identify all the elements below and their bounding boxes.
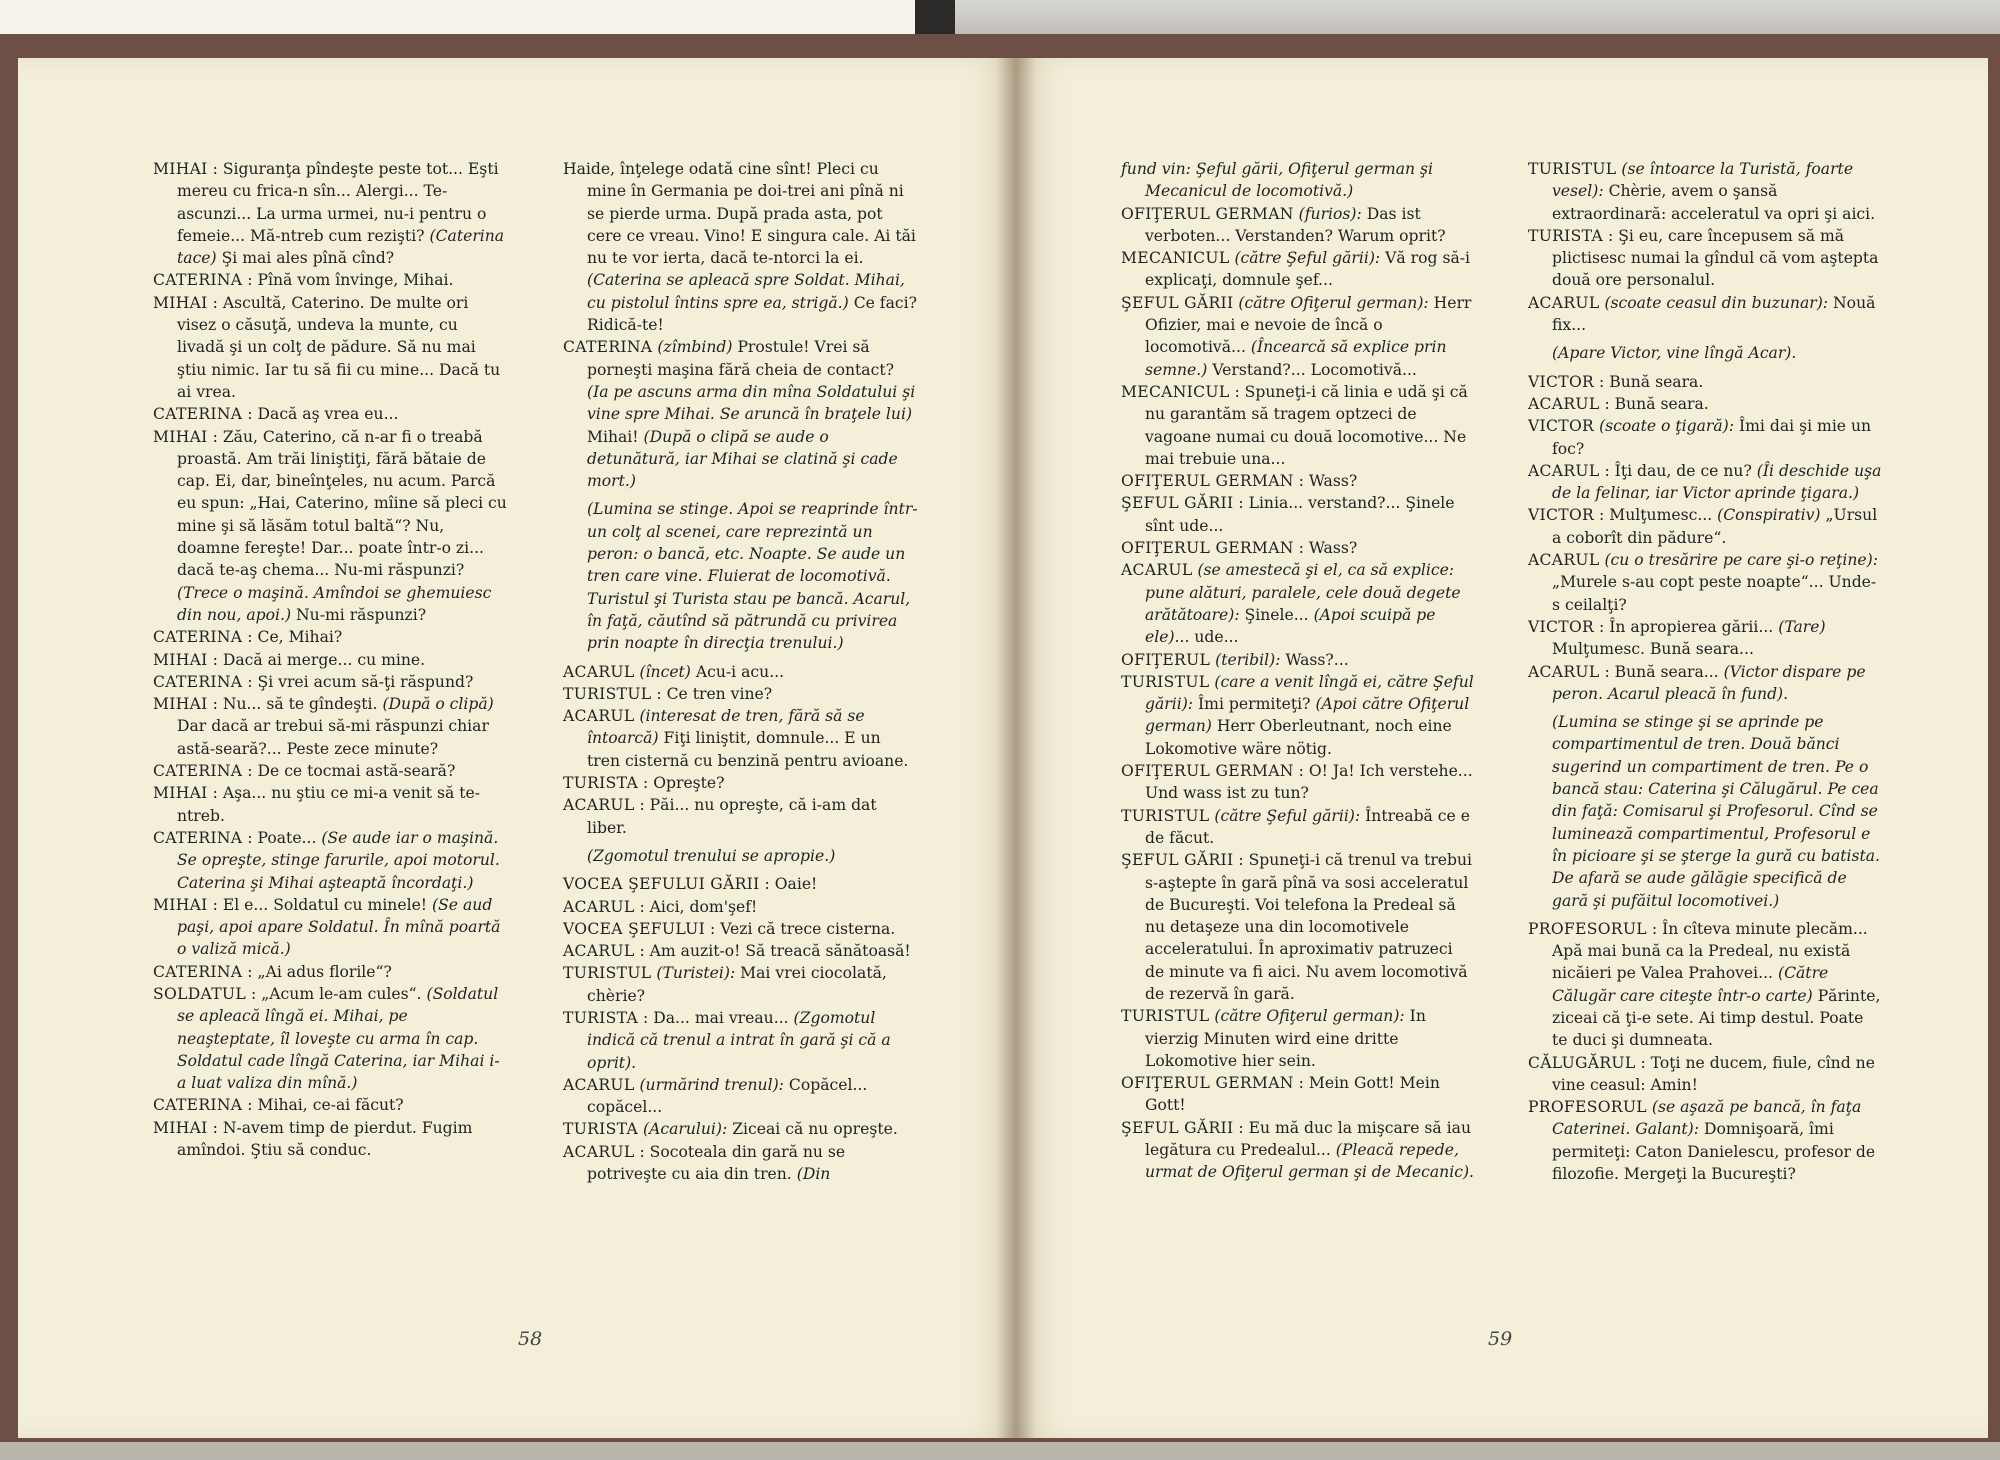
stage-direction-inline: (Acarului): <box>643 1120 728 1139</box>
speaker-name: PROFESORUL <box>1528 919 1647 938</box>
stage-direction-inline: (Se aud paşi, apoi apare Soldatul. În mînă poartă o valiză mică.) <box>177 895 501 959</box>
dialogue-line <box>1528 1096 1883 1185</box>
dialogue-line: VOCEA ŞEFULUI : Vezi că trece cisterna. <box>563 919 896 938</box>
speaker-name: TURISTA <box>563 1008 639 1027</box>
right-page-column-2 <box>1528 158 1883 1185</box>
speaker-name: CATERINA <box>153 962 243 981</box>
speaker-name: OFIŢERUL <box>1121 650 1211 669</box>
dialogue-text: „Acum le-am cules“. <box>261 984 422 1003</box>
speaker-name: OFIŢERUL GERMAN <box>1121 762 1294 781</box>
speaker-name: VICTOR <box>1528 417 1595 436</box>
dialogue-line <box>1121 247 1476 292</box>
speaker-name: TURISTUL <box>563 684 652 703</box>
dialogue-line: VICTOR : În apropierea gării... (Tare) Mulţumesc. Bună seara... <box>1528 617 1826 659</box>
dialogue-text: Aşa... nu ştiu ce mi-a venit să te-ntreb. <box>177 784 481 825</box>
dialogue-text: Şi vrei acum să-ţi răspund? <box>257 672 474 691</box>
speaker-name: TURISTA <box>563 774 639 793</box>
speaker-name: VICTOR <box>1528 372 1595 391</box>
dialogue-text: Ce, Mihai? <box>257 628 343 647</box>
speaker-name: ACARUL <box>563 897 635 916</box>
dialogue-line <box>563 1118 918 1140</box>
dialogue-text: Aici, dom'şef! <box>649 897 758 916</box>
stage-direction-inline: (Zgomotul indică că trenul a intrat în gară şi că a oprit). <box>587 1008 891 1072</box>
dialogue-line: TURISTUL : Ce tren vine? <box>563 684 773 703</box>
speaker-name: MECANICUL <box>1121 382 1230 401</box>
dialogue-line: OFIŢERUL GERMAN : Wass? <box>1121 472 1358 491</box>
dialogue-text: Dar dacă ar trebui să-mi răspunzi chiar astă-seară?... Peste zece minute? <box>177 717 489 758</box>
dialogue-line: CATERINA : „Ai adus florile“? <box>153 962 392 981</box>
dialogue-text: Domnişoară, îmi permiteţi: Caton Danielescu, profesor de filozofie. Mergeţi la Bucureşti? <box>1552 1120 1876 1184</box>
dialogue-line: CATERINA : Mihai, ce-ai făcut? <box>153 1096 404 1115</box>
dialogue-line: MIHAI : Siguranţa pîndeşte peste tot... Eşti mereu cu frica-n sîn... Alergi... Te-ascunzi... La urma urmei, nu-i pentru o femeie... Mă-ntreb cum rezişti? (Caterina tace) Şi mai ales pînă cînd? <box>153 160 505 268</box>
dialogue-line: TURISTA : Da... mai vreau... (Zgomotul indică că trenul a intrat în gară şi că a oprit). <box>563 1008 891 1072</box>
dialogue-text: „Ursul a coborît din pădure“. <box>1552 506 1878 547</box>
dialogue-line: MECANICUL : Spuneţi-i că linia e udă şi că nu garantăm să tragem optzeci de vagoane numai cu două locomotive... Ne mai trebuie una... <box>1121 382 1468 468</box>
speaker-name: ŞEFUL GĂRII <box>1121 293 1234 312</box>
stage-direction-inline: (furios): <box>1298 204 1362 223</box>
background-bottom <box>0 1442 2000 1460</box>
dialogue-line: CATERINA : Dacă aş vrea eu... <box>153 405 399 424</box>
dialogue-line: OFIŢERUL GERMAN : Wass? <box>1121 539 1358 558</box>
dialogue-text: Socoteala din gară nu se potriveşte cu aia din tren. <box>587 1142 846 1184</box>
dialogue-text: Ziceai că nu opreşte. <box>732 1120 898 1139</box>
stage-direction-inline: (către Ofiţerul german): <box>1214 1007 1405 1026</box>
dialogue-text: De ce tocmai astă-seară? <box>257 762 456 781</box>
dialogue-text: Dacă ai merge... cu mine. <box>222 650 426 669</box>
dialogue-line <box>1121 158 1476 203</box>
stage-direction-inline: (Caterina tace) <box>177 226 505 268</box>
dialogue-text: Şi mai ales pînă cînd? <box>221 249 395 268</box>
dialogue-text: Acu-i acu... <box>695 662 785 681</box>
dialogue-line: CATERINA : Şi vrei acum să-ţi răspund? <box>153 672 474 691</box>
speaker-name: TURISTUL <box>1121 1007 1210 1026</box>
dialogue-text: Părinte, ziceai că ţi-e sete. Ai timp destul. Poate te duci şi dumneata. <box>1552 986 1881 1050</box>
dark-strip <box>915 0 955 36</box>
stage-direction-inline: (După o clipă) <box>382 695 494 714</box>
stage-direction <box>563 498 918 654</box>
dialogue-text: „Murele s-au copt peste noapte“... Unde-s ceilalţi? <box>1552 573 1877 614</box>
dialogue-line <box>1528 415 1883 460</box>
dialogue-text: Herr Ofizier, mai e nevoie de încă o locomotivă... <box>1145 293 1472 357</box>
dialogue-line: OFIŢERUL GERMAN : Mein Gott! Mein Gott! <box>1121 1074 1440 1115</box>
dialogue-line <box>1121 292 1476 381</box>
left-page-column-2 <box>563 158 918 1185</box>
dialogue-text: „Ai adus florile“? <box>257 962 392 981</box>
page-number-right: 59 <box>1488 1328 1513 1350</box>
stage-direction-inline: (teribil): <box>1215 650 1281 669</box>
dialogue-line: PROFESORUL : În cîteva minute plecăm... Apă mai bună ca la Predeal, nu există nicăieri pe Valea Prahovei... (Către Călugăr care citeşte într-o carte) Părinte, ziceai că ţi-e sete. Ai timp destul. Poate te duci şi dumneata. <box>1528 919 1881 1050</box>
stage-direction-inline: (Pleacă repede, urmat de Ofiţerul german şi de Mecanic). <box>1145 1141 1474 1182</box>
stage-direction <box>563 845 918 867</box>
dialogue-text: Chèrie, avem o şansă extraordinară: acceleratul va opri şi aici. <box>1552 182 1876 223</box>
dialogue-line: ACARUL : Bună seara... (Victor dispare pe peron. Acarul pleacă în fund). <box>1528 662 1866 703</box>
dialogue-line: VICTOR : Bună seara. <box>1528 372 1704 391</box>
stage-direction-text: (Lumina se stinge şi se aprinde pe compartimentul de tren. Două bănci sugerind un compartiment de tren. Pe o bancă stau: Caterina şi Călugărul. Pe cea din faţă: Comisarul şi Profesorul. Cînd se luminează compartimentul, Profesorul e în picioare şi se şterge la gură cu batista. De afară se aude gălăgie specifică de gară şi pufăitul locomotivei.) <box>1552 713 1881 910</box>
speaker-name: ACARUL <box>563 796 635 815</box>
speaker-name: TURISTA <box>1528 226 1604 245</box>
dialogue-text: In vierzig Minuten wird eine dritte Lokomotive hier sein. <box>1145 1007 1426 1070</box>
speaker-name: CATERINA <box>153 828 243 847</box>
stage-direction-inline: (scoate ceasul din buzunar): <box>1604 293 1829 312</box>
speaker-name: OFIŢERUL GERMAN <box>1121 204 1294 223</box>
dialogue-line <box>1121 649 1476 671</box>
dialogue-text: Opreşte? <box>653 774 725 793</box>
stage-direction-text: (Lumina se stinge. Apoi se reaprinde într-un colţ al scenei, care reprezintă un peron: o bancă, etc. Noapte. Se aude un tren care vine. Fluierat de locomotivă. Turistul şi Turista stau pe bancă. Acarul, în faţă, căutînd să pătrundă cu privirea prin noapte în direcţia trenului.) <box>587 500 918 653</box>
dialogue-text: Wass? <box>1308 539 1358 558</box>
stage-direction-inline: fund vin: Şeful gării, Ofiţerul german şi Mecanicul de locomotivă.) <box>1121 160 1433 201</box>
dialogue-text: În cîteva minute plecăm... Apă mai bună ca la Predeal, nu există nicăieri pe Valea Prahovei... <box>1552 919 1868 983</box>
dialogue-line: CĂLUGĂRUL : Toţi ne ducem, fiule, cînd ne vine ceasul: Amin! <box>1528 1053 1875 1094</box>
right-page-column-1 <box>1121 158 1476 1184</box>
speaker-name: TURISTUL <box>1528 160 1617 178</box>
stage-direction-inline: (Apoi către Ofiţerul german) <box>1145 695 1470 736</box>
dialogue-text: Îmi dai şi mie un foc? <box>1552 417 1872 458</box>
dialogue-line: ŞEFUL GĂRII : Linia... verstand?... Şinele sînt ude... <box>1121 494 1455 535</box>
dialogue-text: Şinele... <box>1244 605 1309 624</box>
dialogue-text: Bună seara... <box>1614 662 1719 681</box>
dialogue-text: Wass? <box>1308 472 1358 491</box>
dialogue-line: ACARUL : Aici, dom'şef! <box>563 897 758 916</box>
dialogue-line <box>563 705 918 772</box>
stage-direction-inline: (către Şeful gării): <box>1214 806 1361 825</box>
dialogue-text: Herr Oberleutnant, noch eine Lokomotive wäre nötig. <box>1145 717 1452 758</box>
dialogue-text: Dacă aş vrea eu... <box>257 405 399 424</box>
speaker-name: ACARUL <box>1121 561 1193 580</box>
dialogue-line: VICTOR : Mulţumesc... (Conspirativ) „Ursul a coborît din pădure“. <box>1528 506 1878 547</box>
speaker-name: CATERINA <box>153 762 243 781</box>
dialogue-text: Ce faci? Ridică-te! <box>587 293 917 335</box>
dialogue-text: Am auzit-o! Să treacă sănătoasă! <box>649 942 911 961</box>
speaker-name: ACARUL <box>563 1075 635 1094</box>
speaker-name: CATERINA <box>153 628 243 647</box>
dialogue-text: Prostule! Vrei să porneşti maşina fără cheia de contact? <box>587 338 894 379</box>
speaker-name: ACARUL <box>1528 551 1600 570</box>
stage-direction-inline: (Apoi scuipă pe ele)... <box>1145 605 1436 647</box>
stage-direction-inline: (încet) <box>639 662 691 681</box>
speaker-name: ACARUL <box>1528 293 1600 312</box>
dialogue-text: Mai vrei ciocolată, chèrie? <box>587 964 887 1005</box>
speaker-name: TURISTUL <box>563 964 652 983</box>
speaker-name: CATERINA <box>153 1096 243 1115</box>
dialogue-line: TURISTA : Opreşte? <box>563 774 725 793</box>
speaker-name: ŞEFUL GĂRII <box>1121 494 1234 513</box>
speaker-name: TURISTA <box>563 1120 639 1139</box>
stage-direction-inline: (Îi deschide uşa de la felinar, iar Victor aprinde ţigara.) <box>1552 461 1882 503</box>
dialogue-line: ACARUL : Păi... nu opreşte, că i-am dat liber. <box>563 796 877 837</box>
stage-direction-inline: (se amestecă şi el, ca să explice: pune alături, paralele, cele două degete arătătoare): <box>1145 561 1461 624</box>
stage-direction-inline: (Caterina se apleacă spre Soldat. Mihai, cu pistolul întins spre ea, strigă.) <box>587 271 905 312</box>
dialogue-text: Mulţumesc... <box>1609 506 1713 525</box>
dialogue-text: Vă rog să-i explicaţi, domnule şef... <box>1145 249 1471 290</box>
dialogue-text: Siguranţa pîndeşte peste tot... Eşti mereu cu frica-n sîn... Alergi... Te-ascunzi... La urma urmei, nu-i pentru o femeie... Mă-ntreb cum rezişti? <box>177 160 499 245</box>
dialogue-line: MIHAI : Aşa... nu ştiu ce mi-a venit să te-ntreb. <box>153 784 481 825</box>
stage-direction-inline: (Din <box>796 1165 831 1184</box>
dialogue-text: Das ist verboten... Verstanden? Warum oprit? <box>1145 204 1446 245</box>
speaker-name: OFIŢERUL GERMAN <box>1121 1074 1294 1093</box>
speaker-name: VOCEA ŞEFULUI <box>563 919 706 938</box>
dialogue-text: Oaie! <box>774 875 818 894</box>
dialogue-line: TURISTA : Şi eu, care începusem să mă plictisesc numai la gîndul că vom aştepta două ore personalul. <box>1528 226 1879 290</box>
dialogue-text: Nouă fix... <box>1552 293 1876 335</box>
speaker-name: VOCEA ŞEFULUI GĂRII <box>563 875 760 894</box>
speaker-name: MIHAI <box>153 650 208 669</box>
stage-direction <box>1528 711 1883 912</box>
speaker-name: ACARUL <box>563 1142 635 1161</box>
speaker-name: TURISTUL <box>1121 672 1210 691</box>
stage-direction-inline: (Ia pe ascuns arma din mîna Soldatului şi vine spre Mihai. Se aruncă în braţele lui) <box>587 382 916 424</box>
stage-direction-inline: (Soldatul se apleacă lîngă ei. Mihai, pe neaşteptate, îl loveşte cu arma în cap. Soldatul cade lîngă Caterina, iar Mihai i-a luat valiza din mînă.) <box>177 984 500 1093</box>
dialogue-line: MIHAI : Zău, Caterino, că n-ar fi o treabă proastă. Am trăi liniştiţi, fără bătaie de cap. Ei, dar, bineînţeles, nu acum. Parcă eu spun: „Hai, Caterino, mîine să pleci cu mine şi să lăsăm totul baltă“? Nu, doamne fereşte! Dar... poate într-o zi... dacă te-aş chema... Nu-mi răspunzi? (Trece o maşină. Amîndoi se ghemuiesc din nou, apoi.) Nu-mi răspunzi? <box>153 427 507 624</box>
dialogue-text: Vezi că trece cisterna. <box>720 919 896 938</box>
dialogue-line <box>1121 1005 1476 1072</box>
dialogue-line: MIHAI : Ascultă, Caterino. De multe ori visez o căsuţă, undeva la munte, cu livadă şi un colţ de pădure. Să nu mai ştiu nimic. Iar tu să fii cu mine... Dacă tu ai vrea. <box>153 293 501 401</box>
dialogue-line: SOLDATUL : „Acum le-am cules“. (Soldatul se apleacă lîngă ei. Mihai, pe neaşteptate, îl loveşte cu arma în cap. Soldatul cade lîngă Caterina, iar Mihai i-a luat valiza din mînă.) <box>153 984 500 1093</box>
dialogue-line: CATERINA : Ce, Mihai? <box>153 628 343 647</box>
speaker-name: CATERINA <box>153 672 243 691</box>
dialogue-text: Zău, Caterino, că n-ar fi o treabă proastă. Am trăi liniştiţi, fără bătaie de cap. Ei, dar, bineînţeles, nu acum. Parcă eu spun: „Hai, Caterino, mîine să pleci cu mine şi să lăsăm totul baltă“? Nu, doamne fereşte! Dar... poate într-o zi... dacă te-aş chema... Nu-mi răspunzi? <box>177 427 507 580</box>
speaker-name: ACARUL <box>563 942 635 961</box>
stage-direction-inline: (Încearcă să explice prin semne.) <box>1145 338 1447 379</box>
dialogue-text: Eu mă duc la mişcare să iau legătura cu Predealul... <box>1145 1118 1472 1160</box>
dialogue-line: ACARUL : Socoteala din gară nu se potriveşte cu aia din tren. (Din <box>563 1142 846 1184</box>
dialogue-line: MIHAI : El e... Soldatul cu minele! (Se aud paşi, apoi apare Soldatul. În mînă poartă o valiză mică.) <box>153 895 501 959</box>
speaker-name: CĂLUGĂRUL <box>1528 1053 1636 1072</box>
stage-direction-inline: (către Şeful gării): <box>1234 249 1381 268</box>
dialogue-line: MIHAI : N-avem timp de pierdut. Fugim amîndoi. Ştiu să conduc. <box>153 1118 473 1160</box>
dialogue-text: Pînă vom învinge, Mihai. <box>257 271 454 290</box>
speaker-name: CATERINA <box>563 338 653 357</box>
stage-direction-inline: (cu o tresărire pe care şi-o reţine): <box>1604 551 1878 570</box>
speaker-name: MIHAI <box>153 160 208 178</box>
dialogue-text: Mihai, ce-ai făcut? <box>257 1096 404 1115</box>
dialogue-line <box>1121 203 1476 248</box>
dialogue-line <box>563 158 918 336</box>
dialogue-text: Bună seara. <box>1614 394 1709 413</box>
speaker-name: ACARUL <box>563 662 635 681</box>
left-page <box>18 58 1016 1438</box>
dialogue-text: Haide, înţelege odată cine sînt! Pleci cu mine în Germania pe doi-trei ani pînă ni se pierde urma. După prada asta, pot cere ce vreau. Vino! E singura cale. Ai tăi nu te vor ierta, dacă te-ntorci la ei. <box>563 160 916 268</box>
dialogue-line: VOCEA ŞEFULUI GĂRII : Oaie! <box>563 875 818 894</box>
dialogue-text: Îţi dau, de ce nu? <box>1614 461 1752 480</box>
dialogue-text: Mein Gott! Mein Gott! <box>1145 1074 1440 1115</box>
stage-direction-inline: (urmărind trenul): <box>639 1075 784 1094</box>
speaker-name: ŞEFUL GĂRII <box>1121 1118 1234 1137</box>
dialogue-line: ACARUL : Bună seara. <box>1528 394 1709 413</box>
dialogue-line: CATERINA : De ce tocmai astă-seară? <box>153 762 456 781</box>
speaker-name: SOLDATUL <box>153 984 247 1003</box>
stage-direction-inline: (zîmbind) <box>657 338 733 357</box>
stage-direction-inline: (se întoarce la Turistă, foarte vesel): <box>1552 160 1854 201</box>
dialogue-line: CATERINA : Pînă vom învinge, Mihai. <box>153 271 454 290</box>
dialogue-text: Verstand?... Locomotivă... <box>1212 360 1417 379</box>
stage-direction-inline: (scoate o ţigară): <box>1599 417 1734 436</box>
dialogue-line <box>1528 549 1883 616</box>
dialogue-text: Toţi ne ducem, fiule, cînd ne vine ceasul: Amin! <box>1552 1053 1875 1094</box>
stage-direction-inline: (care a venit lîngă ei, către Şeful gării): <box>1145 672 1474 714</box>
dialogue-line: MIHAI : Dacă ai merge... cu mine. <box>153 650 426 669</box>
speaker-name: CATERINA <box>153 405 243 424</box>
dialogue-line <box>563 661 918 683</box>
stage-direction-text: (Apare Victor, vine lîngă Acar). <box>1552 344 1797 363</box>
book-gutter <box>996 58 1036 1438</box>
speaker-name: MIHAI <box>153 784 208 803</box>
dialogue-line: MIHAI : Nu... să te gîndeşti. (După o clipă) Dar dacă ar trebui să-mi răspunzi chiar astă-seară?... Peste zece minute? <box>153 695 494 758</box>
stage-direction-inline: (interesat de tren, fără să se întoarcă) <box>587 707 865 748</box>
dialogue-text: Mulţumesc. Bună seara... <box>1552 640 1754 659</box>
dialogue-text: Spuneţi-i că trenul va trebui s-aştepte în gară pînă va sosi acceleratul de Bucureşti. Voi telefona la Predeal să nu detaşeze una din locomotivele acceleratului. În aproximativ patruzeci de minute va fi aici. Nu avem locomotivă de rezervă în gară. <box>1145 851 1473 1003</box>
dialogue-text: Îmi permiteţi? <box>1198 695 1311 714</box>
dialogue-text: Şi eu, care începusem să mă plictisesc numai la gîndul că vom aştepta două ore personalul. <box>1552 226 1879 290</box>
stage-direction-inline: (se aşază pe bancă, în faţa Caterinei. Galant): <box>1552 1098 1862 1139</box>
dialogue-text: Ascultă, Caterino. De multe ori visez o căsuţă, undeva la munte, cu livadă şi un colţ de pădure. Să nu mai ştiu nimic. Iar tu să fii cu mine... Dacă tu ai vrea. <box>177 293 501 401</box>
previous-page-edge <box>0 0 915 38</box>
speaker-name: MIHAI <box>153 1118 208 1137</box>
dialogue-text: Da... mai vreau... <box>653 1008 789 1027</box>
dialogue-text: Mihai! <box>587 427 639 446</box>
stage-direction-inline: (După o clipă se aude o detunătură, iar Mihai se clatină şi cade mort.) <box>587 427 898 491</box>
stage-direction-text: (Zgomotul trenului se apropie.) <box>587 846 836 865</box>
dialogue-text: ude... <box>1194 628 1239 647</box>
left-page-column-1 <box>153 158 508 1161</box>
stage-direction-inline: (Tare) <box>1778 617 1826 636</box>
stage-direction-inline: (către Ofiţerul german): <box>1238 293 1429 312</box>
speaker-name: CATERINA <box>153 271 243 290</box>
stage-direction-inline: (Victor dispare pe peron. Acarul pleacă în fund). <box>1552 662 1866 703</box>
speaker-name: MIHAI <box>153 895 208 914</box>
speaker-name: VICTOR <box>1528 617 1595 636</box>
speaker-name: ŞEFUL GĂRII <box>1121 851 1234 870</box>
dialogue-text: Nu... să te gîndeşti. <box>222 695 378 714</box>
speaker-name: TURISTUL <box>1121 806 1210 825</box>
dialogue-text: O! Ja! Ich verstehe... Und wass ist zu tun? <box>1145 762 1473 803</box>
dialogue-text: Ce tren vine? <box>666 684 773 703</box>
stage-direction-inline: (Conspirativ) <box>1717 506 1821 525</box>
dialogue-text: Nu-mi răspunzi? <box>296 605 427 624</box>
speaker-name: ACARUL <box>1528 662 1600 681</box>
dialogue-line <box>1121 805 1476 850</box>
speaker-name: VICTOR <box>1528 506 1595 525</box>
right-page <box>1016 58 1988 1438</box>
dialogue-text: În apropierea gării... <box>1609 617 1774 636</box>
dialogue-text: El e... Soldatul cu minele! <box>222 895 428 914</box>
stage-direction-inline: (Turistei): <box>656 964 736 983</box>
dialogue-line: ACARUL : Am auzit-o! Să treacă sănătoasă! <box>563 942 911 961</box>
speaker-name: OFIŢERUL GERMAN <box>1121 539 1294 558</box>
dialogue-text: Întreabă ce e de făcut. <box>1145 806 1470 847</box>
speaker-name: PROFESORUL <box>1528 1098 1647 1117</box>
dialogue-line: ACARUL : Îţi dau, de ce nu? (Îi deschide uşa de la felinar, iar Victor aprinde ţigara.) <box>1528 461 1882 503</box>
dialogue-text: Fiţi liniştit, domnule... E un tren cisternă cu benzină pentru avioane. <box>587 729 909 770</box>
stage-direction <box>1528 342 1883 364</box>
dialogue-text: Copăcel... copăcel... <box>587 1075 868 1117</box>
dialogue-line: OFIŢERUL GERMAN : O! Ja! Ich verstehe... Und wass ist zu tun? <box>1121 762 1473 803</box>
dialogue-line <box>1528 158 1883 225</box>
dialogue-line <box>1121 671 1476 760</box>
page-number-left: 58 <box>518 1328 543 1350</box>
dialogue-line <box>563 1074 918 1119</box>
dialogue-line <box>563 962 918 1007</box>
speaker-name: MIHAI <box>153 427 208 446</box>
speaker-name: OFIŢERUL GERMAN <box>1121 472 1294 491</box>
dialogue-line: ŞEFUL GĂRII : Spuneţi-i că trenul va trebui s-aştepte în gară pînă va sosi acceleratul de Bucureşti. Voi telefona la Predeal să nu detaşeze una din locomotivele acceleratului. În aproximativ patruzeci de minute va fi aici. Nu avem locomotivă de rezervă în gară. <box>1121 851 1473 1003</box>
dialogue-text: Poate... <box>257 828 317 847</box>
speaker-name: ACARUL <box>1528 394 1600 413</box>
speaker-name: ACARUL <box>1528 461 1600 480</box>
dialogue-text: Wass?... <box>1285 650 1349 669</box>
dialogue-line: ŞEFUL GĂRII : Eu mă duc la mişcare să iau legătura cu Predealul... (Pleacă repede, urmat de Ofiţerul german şi de Mecanic). <box>1121 1118 1474 1182</box>
stage-direction-inline: (Trece o maşină. Amîndoi se ghemuiesc din nou, apoi.) <box>177 583 492 624</box>
dialogue-text: Spuneţi-i că linia e udă şi că nu garantăm să tragem optzeci de vagoane numai cu două locomotive... Ne mai trebuie una... <box>1145 382 1468 468</box>
dialogue-line <box>1528 292 1883 337</box>
speaker-name: MIHAI <box>153 695 208 714</box>
stage-direction-inline: (Către Călugăr care citeşte într-o carte) <box>1552 964 1829 1005</box>
speaker-name: MIHAI <box>153 293 208 312</box>
dialogue-text: Păi... nu opreşte, că i-am dat liber. <box>587 796 877 837</box>
speaker-name: ACARUL <box>563 707 635 726</box>
dialogue-text: N-avem timp de pierdut. Fugim amîndoi. Ştiu să conduc. <box>177 1118 473 1160</box>
dialogue-text: Bună seara. <box>1609 372 1704 391</box>
speaker-name: MECANICUL <box>1121 249 1230 268</box>
dialogue-line <box>563 336 918 492</box>
dialogue-line <box>1121 559 1476 648</box>
dialogue-text: Linia... verstand?... Şinele sînt ude... <box>1145 494 1455 535</box>
dialogue-line: CATERINA : Poate... (Se aude iar o maşină. Se opreşte, stinge farurile, apoi motorul. Caterina şi Mihai aşteaptă încordaţi.) <box>153 828 500 892</box>
stage-direction-inline: (Se aude iar o maşină. Se opreşte, stinge farurile, apoi motorul. Caterina şi Mihai aşteaptă încordaţi.) <box>177 828 500 892</box>
